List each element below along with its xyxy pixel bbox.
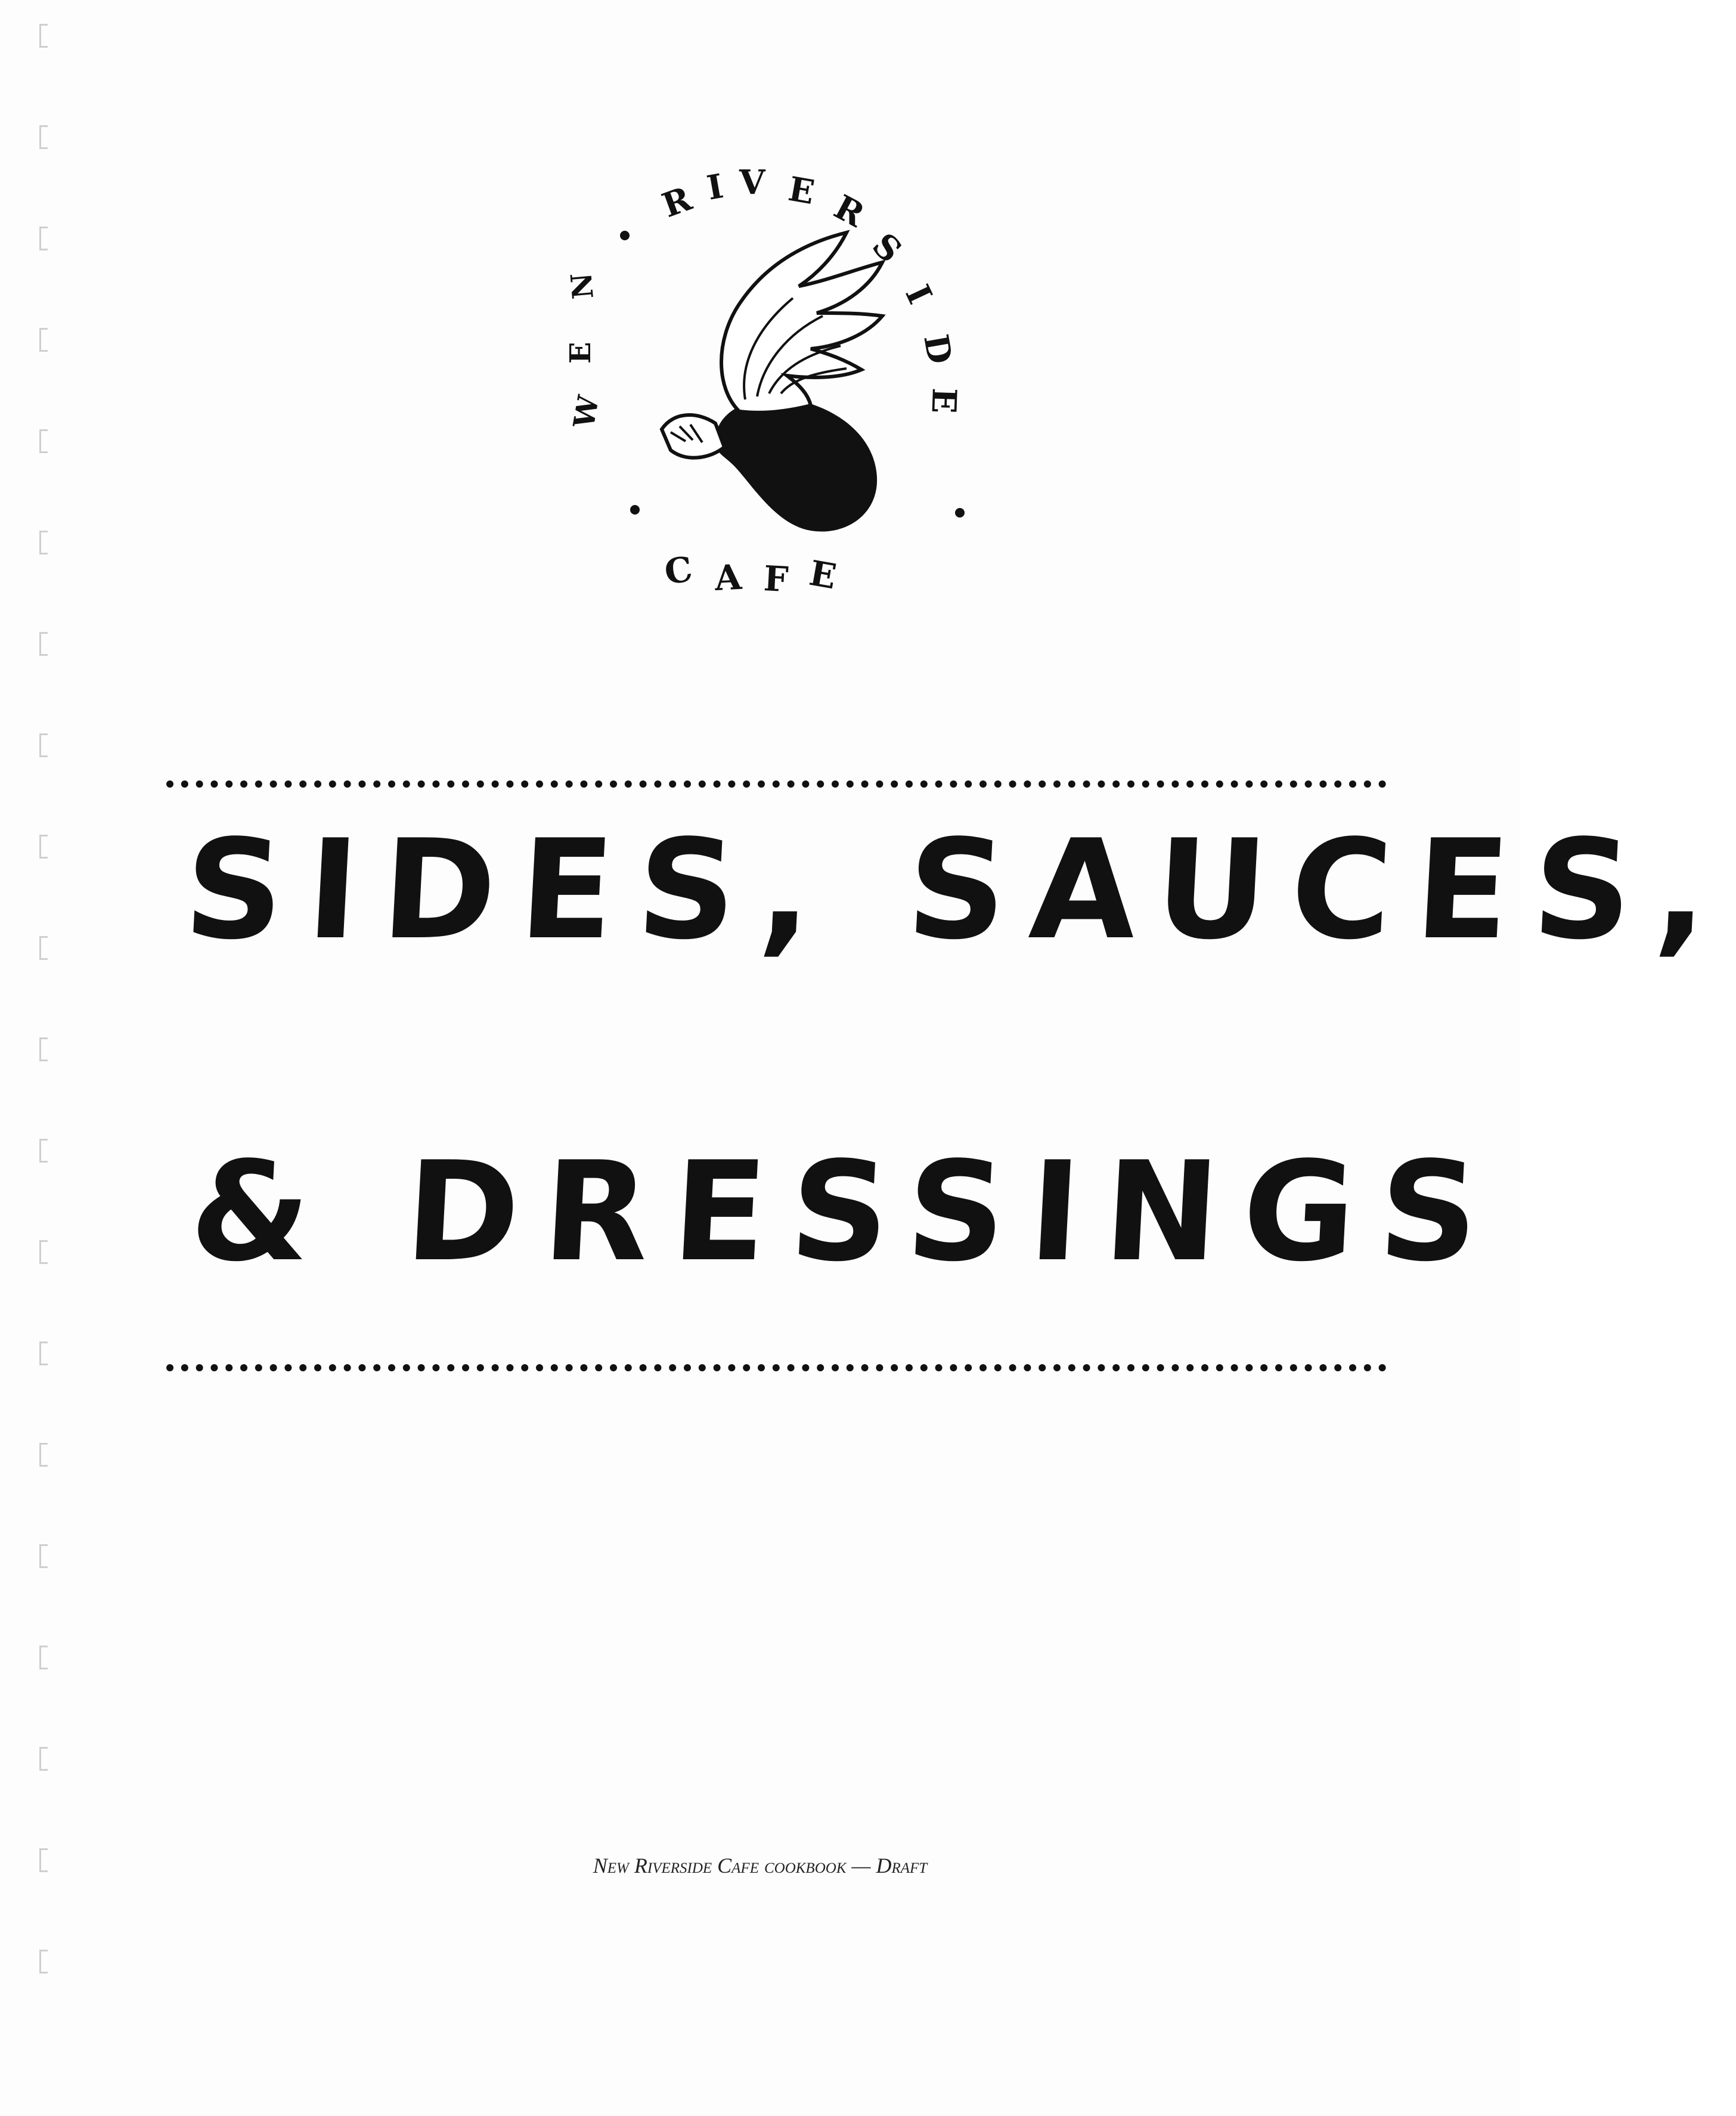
rule-dot (1127, 780, 1134, 788)
rule-dot (1083, 1364, 1090, 1371)
rule-dot (1068, 1364, 1075, 1371)
rule-dot (1053, 1364, 1061, 1371)
rule-dot (728, 1364, 735, 1371)
rule-dot (1305, 1364, 1312, 1371)
logo-letter-c: C (662, 549, 695, 593)
rule-dot (166, 780, 173, 788)
title-line-2: & DRESSINGS (187, 1133, 1506, 1292)
rule-dot (521, 780, 528, 788)
rule-dot (920, 1364, 928, 1371)
logo-letter-w: W (567, 393, 606, 431)
rule-dot (891, 780, 898, 788)
binding-hole (39, 1950, 48, 1974)
rule-dot (1098, 780, 1105, 788)
rule-dot (773, 1364, 780, 1371)
rule-dot (1157, 1364, 1164, 1371)
rule-dot (1186, 780, 1194, 788)
rule-dot (906, 1364, 913, 1371)
rule-dot (1038, 780, 1046, 788)
logo-letter-r: R (657, 179, 697, 226)
rule-dot (358, 780, 365, 788)
rule-dot (196, 780, 203, 788)
rule-dot (314, 1364, 321, 1371)
rule-dot (1053, 780, 1061, 788)
binding-hole (39, 227, 48, 250)
rule-dot (447, 780, 454, 788)
rule-dot (388, 1364, 395, 1371)
rule-dot (181, 1364, 188, 1371)
rule-dot (906, 780, 913, 788)
rule-dot (1379, 780, 1386, 788)
logo-letter-r2: R (827, 187, 871, 236)
rule-dot (891, 1364, 898, 1371)
rule-dot (1112, 1364, 1120, 1371)
rule-dot (1290, 780, 1297, 788)
rule-dot (817, 1364, 824, 1371)
rule-dot (654, 780, 661, 788)
title-line-1: SIDES, SAUCES, (181, 811, 1736, 970)
rule-dot (447, 1364, 454, 1371)
rule-dot (1024, 780, 1031, 788)
logo-letter-e2: E (785, 169, 818, 213)
rule-dot (1216, 1364, 1223, 1371)
rule-dot (284, 780, 292, 788)
rule-dot (920, 780, 928, 788)
rule-dot (1260, 1364, 1267, 1371)
binding-hole (39, 531, 48, 554)
rule-dot (669, 1364, 676, 1371)
rule-dot (758, 780, 765, 788)
rule-dot (344, 780, 351, 788)
rule-dot (1142, 1364, 1149, 1371)
rule-dot (270, 1364, 277, 1371)
rule-dot (979, 780, 987, 788)
logo-dot (620, 231, 630, 240)
logo-dot (630, 505, 640, 515)
winged-eggplant-icon (662, 233, 882, 532)
rule-dot (1319, 1364, 1326, 1371)
logo-letter-v: V (739, 163, 765, 202)
rule-dot (551, 780, 558, 788)
binding-hole (39, 1240, 48, 1264)
rule-dot (1024, 1364, 1031, 1371)
logo-letter-n: N (565, 271, 600, 300)
rule-dot (1364, 780, 1371, 788)
rule-dot (1098, 1364, 1105, 1371)
rule-dot (1379, 1364, 1386, 1371)
rule-dot (1319, 780, 1326, 788)
rule-dot (373, 780, 380, 788)
binding-hole (39, 1646, 48, 1669)
logo-letter-e: E (564, 342, 597, 364)
rule-dot (861, 1364, 869, 1371)
binding-hole (39, 125, 48, 149)
logo-letter-e3: E (923, 387, 964, 414)
rule-dot (1216, 780, 1223, 788)
top-dotted-rule (166, 780, 1388, 788)
binding-hole (39, 1747, 48, 1771)
binding-hole (39, 1342, 48, 1365)
rule-dot (788, 1364, 795, 1371)
rule-dot (388, 780, 395, 788)
rule-dot (284, 1364, 292, 1371)
rule-dot (1038, 1364, 1046, 1371)
rule-dot (1171, 780, 1179, 788)
binding-hole (39, 1037, 48, 1061)
rule-dot (1260, 780, 1267, 788)
rule-dot (876, 780, 883, 788)
rule-dot (1305, 780, 1312, 788)
footer-caption: New Riverside Cafe cookbook — Draft (593, 1854, 928, 1878)
rule-dot (714, 1364, 721, 1371)
rule-dot (1171, 1364, 1179, 1371)
binding-hole (39, 24, 48, 48)
rule-dot (373, 1364, 380, 1371)
rule-dot (255, 780, 262, 788)
binding-hole (39, 1139, 48, 1163)
binding-hole (39, 733, 48, 757)
rule-dot (773, 780, 780, 788)
rule-dot (1275, 1364, 1282, 1371)
rule-dot (314, 780, 321, 788)
logo-letter-d: D (916, 331, 960, 367)
rule-dot (640, 780, 647, 788)
rule-dot (743, 780, 750, 788)
logo-letter-i: I (703, 166, 727, 208)
binding-hole (39, 835, 48, 859)
rule-dot (817, 780, 824, 788)
rule-dot (994, 1364, 1002, 1371)
rule-dot (625, 780, 632, 788)
rule-dot (595, 1364, 602, 1371)
rule-dot (788, 780, 795, 788)
rule-dot (654, 1364, 661, 1371)
new-riverside-cafe-logo (537, 149, 1008, 614)
rule-dot (551, 1364, 558, 1371)
rule-dot (950, 1364, 957, 1371)
rule-dot (1334, 1364, 1341, 1371)
rule-dot (492, 780, 499, 788)
rule-dot (1349, 780, 1356, 788)
rule-dot (625, 1364, 632, 1371)
rule-dot (876, 1364, 883, 1371)
rule-dot (418, 780, 425, 788)
rule-dot (1201, 780, 1208, 788)
rule-dot (1068, 780, 1075, 788)
rule-dot (610, 1364, 617, 1371)
rule-dot (225, 780, 232, 788)
rule-dot (1201, 1364, 1208, 1371)
rule-dot (210, 1364, 218, 1371)
rule-dot (743, 1364, 750, 1371)
rule-dot (832, 780, 839, 788)
rule-dot (1009, 780, 1016, 788)
rule-dot (580, 1364, 587, 1371)
rule-dot (196, 1364, 203, 1371)
rule-dot (728, 780, 735, 788)
rule-dot (240, 1364, 247, 1371)
rule-dot (758, 1364, 765, 1371)
rule-dot (714, 780, 721, 788)
rule-dot (432, 780, 439, 788)
binding-hole (39, 632, 48, 656)
binding-hole (39, 936, 48, 960)
rule-dot (861, 780, 869, 788)
rule-dot (418, 1364, 425, 1371)
binding-hole (39, 1544, 48, 1568)
rule-dot (595, 780, 602, 788)
rule-dot (669, 780, 676, 788)
rule-dot (270, 780, 277, 788)
rule-dot (477, 780, 484, 788)
rule-dot (1142, 780, 1149, 788)
rule-dot (684, 1364, 691, 1371)
rule-dot (802, 780, 809, 788)
rule-dot (1290, 1364, 1297, 1371)
logo-letter-i2: I (897, 279, 940, 310)
rule-dot (566, 780, 573, 788)
rule-dot (403, 780, 410, 788)
rule-dot (1186, 1364, 1194, 1371)
rule-dot (684, 780, 691, 788)
rule-dot (1231, 1364, 1238, 1371)
rule-dot (181, 780, 188, 788)
rule-dot (462, 780, 469, 788)
rule-dot (580, 780, 587, 788)
rule-dot (358, 1364, 365, 1371)
rule-dot (536, 1364, 543, 1371)
rule-dot (640, 1364, 647, 1371)
rule-dot (1231, 780, 1238, 788)
binding-holes (39, 24, 51, 1932)
rule-dot (299, 780, 306, 788)
rule-dot (832, 1364, 839, 1371)
rule-dot (166, 1364, 173, 1371)
rule-dot (1245, 1364, 1253, 1371)
logo-letter-e4: E (806, 552, 839, 597)
rule-dot (699, 780, 706, 788)
rule-dot (1349, 1364, 1356, 1371)
rule-dot (521, 1364, 528, 1371)
rule-dot (847, 1364, 854, 1371)
rule-dot (935, 780, 943, 788)
logo-letter-a: A (714, 556, 743, 599)
rule-dot (1127, 1364, 1134, 1371)
rule-dot (566, 1364, 573, 1371)
binding-hole (39, 429, 48, 453)
rule-dot (965, 1364, 972, 1371)
rule-dot (965, 780, 972, 788)
rule-dot (329, 780, 336, 788)
rule-dot (699, 1364, 706, 1371)
rule-dot (994, 780, 1002, 788)
rule-dot (1364, 1364, 1371, 1371)
rule-dot (935, 1364, 943, 1371)
rule-dot (210, 780, 218, 788)
rule-dot (979, 1364, 987, 1371)
rule-dot (1157, 780, 1164, 788)
rule-dot (462, 1364, 469, 1371)
rule-dot (1083, 780, 1090, 788)
rule-dot (506, 1364, 513, 1371)
rule-dot (950, 780, 957, 788)
rule-dot (1275, 780, 1282, 788)
logo-letter-f: F (762, 558, 789, 600)
binding-hole (39, 1443, 48, 1467)
rule-dot (610, 780, 617, 788)
rule-dot (802, 1364, 809, 1371)
rule-dot (492, 1364, 499, 1371)
bottom-dotted-rule (166, 1364, 1388, 1372)
logo-dot (955, 508, 965, 518)
binding-hole (39, 328, 48, 352)
rule-dot (506, 780, 513, 788)
rule-dot (536, 780, 543, 788)
rule-dot (299, 1364, 306, 1371)
rule-dot (1245, 780, 1253, 788)
rule-dot (240, 780, 247, 788)
rule-dot (1009, 1364, 1016, 1371)
rule-dot (1334, 780, 1341, 788)
logo-letter-s: S (864, 225, 910, 271)
rule-dot (403, 1364, 410, 1371)
rule-dot (255, 1364, 262, 1371)
rule-dot (1112, 780, 1120, 788)
rule-dot (477, 1364, 484, 1371)
rule-dot (329, 1364, 336, 1371)
rule-dot (344, 1364, 351, 1371)
rule-dot (225, 1364, 232, 1371)
rule-dot (432, 1364, 439, 1371)
rule-dot (847, 780, 854, 788)
